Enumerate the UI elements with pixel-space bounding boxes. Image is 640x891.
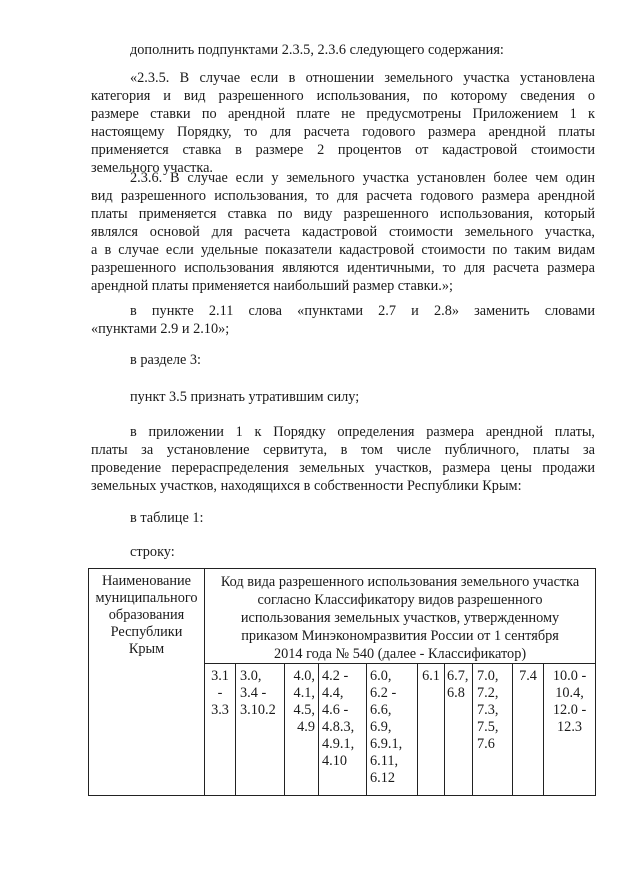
text-line: в пункте 2.11 слова «пунктами 2.7 и 2.8» заменить словами [130,303,595,319]
code-cell: 7.0, 7.2, 7.3, 7.5, 7.6 [473,664,513,796]
text-line: 2.3.6. В случае если у земельного участка установлен более чем один [130,170,595,186]
text-line: земельных участков, находящихся в собственности Республики Крым: [91,478,522,494]
text-line: «пунктами 2.9 и 2.10»; [91,321,230,337]
text-line: разрешенного использования являются идентичными, то для расчета размера [91,260,595,276]
text-line: являлся основой для расчета кадастровой стоимости земельного участка, [91,224,595,240]
text-line: платы применяется ставка по виду разрешенного использования, который [91,206,595,222]
classifier-header-cell: Код вида разрешенного использования земельного участка согласно Классификатору видов разрешенного использования земельных участков, утвержденному приказом Минэкономразвития России от 1 сентября 2014 года № 540 (далее - Классификатор) [205,569,596,664]
text-line: арендной платы применяется наибольший размер ставки.»; [91,278,453,294]
code-cell: 4.2 - 4.4, 4.6 - 4.8.3, 4.9.1, 4.10 [319,664,367,796]
text-line: проведение перераспределения земельных участков, размера цены продажи [91,460,595,476]
code-cell: 3.1 - 3.3 [205,664,236,796]
classifier-table [88,568,596,796]
text-line: а в случае если удельные показатели кадастровой стоимости по таким видам [91,242,595,258]
text-line: размере ставки по арендной плате не предусмотрены Приложением 1 к [91,106,595,122]
text-line: земельного участка. [91,160,213,176]
code-cell: 3.0, 3.4 - 3.10.2 [236,664,285,796]
text-line: в таблице 1: [130,510,204,526]
text-line: применяется ставка в размере 2 процентов от кадастровой стоимости [91,142,595,158]
code-cell: 6.1 [418,664,445,796]
code-cell: 6.7, 6.8 [445,664,473,796]
text-line: в приложении 1 к Порядку определения размера арендной платы, [130,424,595,440]
text-line: категория и вид разрешенного использования, по которому сведения о [91,88,595,104]
text-line: в разделе 3: [130,352,202,368]
code-cell: 7.4 [513,664,544,796]
text-line: «2.3.5. В случае если в отношении земельного участка установлена [130,70,595,86]
text-line: строку: [130,544,175,560]
municipality-header-cell: Наименование муниципального образования Республики Крым [89,569,205,796]
code-cell: 4.0, 4.1, 4.5, 4.9 [285,664,319,796]
code-cell: 10.0 - 10.4, 12.0 - 12.3 [544,664,596,796]
text-line: платы за установление сервитута, в том числе публичного, платы за [91,442,595,458]
text-line: дополнить подпунктами 2.3.5, 2.3.6 следующего содержания: [130,42,504,58]
code-cell: 6.0, 6.2 - 6.6, 6.9, 6.9.1, 6.11, 6.12 [367,664,418,796]
text-line: пункт 3.5 признать утратившим силу; [130,389,360,405]
text-line: настоящему Порядку, то для расчета годового размера арендной платы [91,124,595,140]
text-line: вид разрешенного использования, то для расчета годового размера арендной [91,188,595,204]
